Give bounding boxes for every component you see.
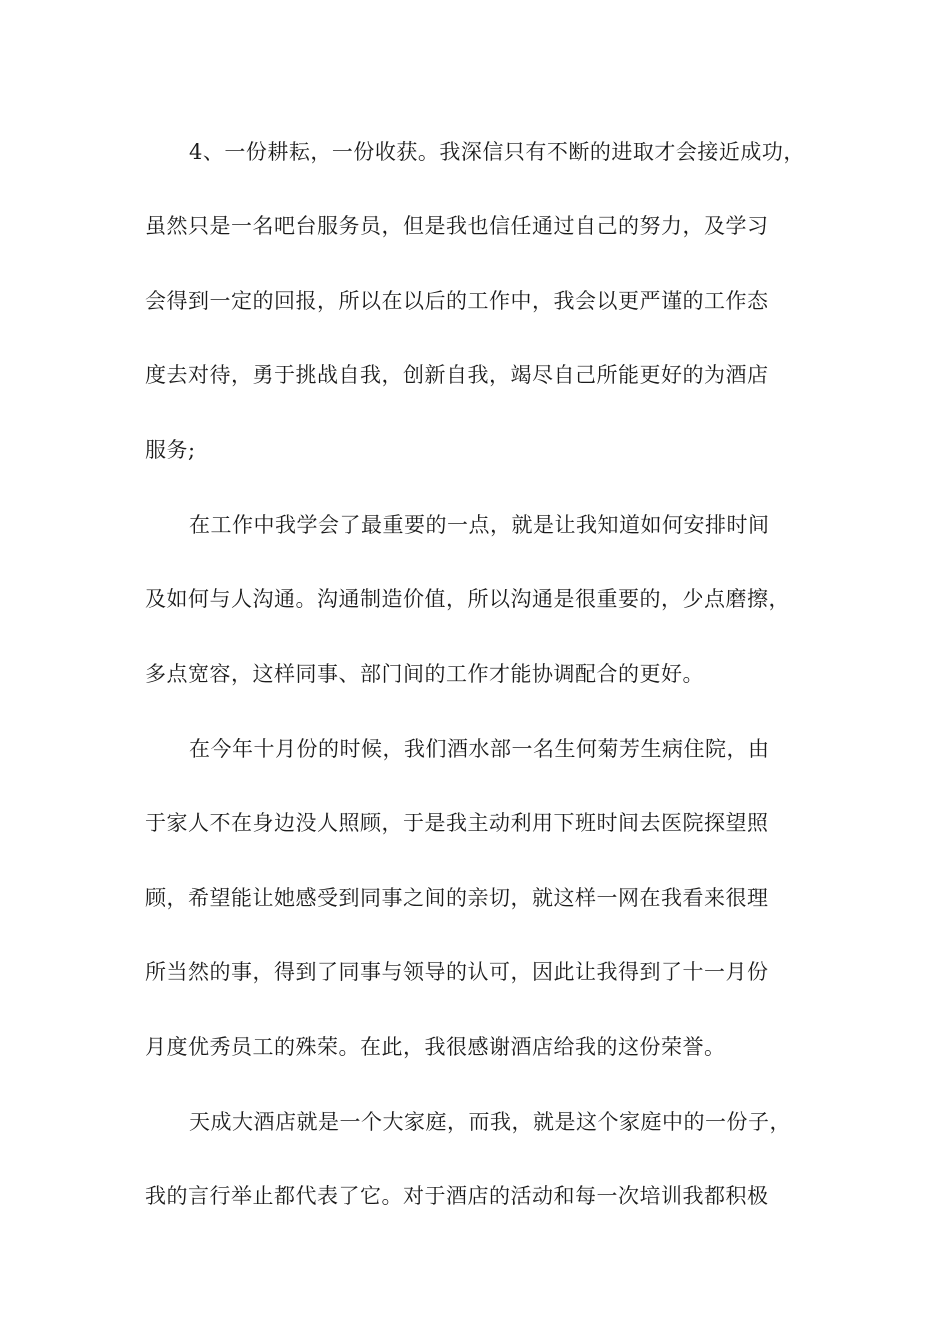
- paragraph-line: 在工作中我学会了最重要的一点，就是让我知道如何安排时间: [189, 513, 770, 537]
- paragraph-line: 于家人不在身边没人照顾，于是我主动利用下班时间去医院探望照: [145, 811, 769, 835]
- paragraph-line: 4、一份耕耘，一份收获。我深信只有不断的进取才会接近成功，: [189, 140, 805, 164]
- paragraph-line: 虽然只是一名吧台服务员，但是我也信任通过自己的努力，及学习: [145, 214, 769, 238]
- paragraph-line: 及如何与人沟通。沟通制造价值，所以沟通是很重要的，少点磨擦，: [145, 587, 790, 611]
- paragraph-line: 服务;: [145, 438, 196, 462]
- paragraph-line: 我的言行举止都代表了它。对于酒店的活动和每一次培训我都积极: [145, 1184, 769, 1208]
- paragraph-line: 度去对待，勇于挑战自我，创新自我，竭尽自己所能更好的为酒店: [145, 363, 769, 387]
- paragraph-line: 所当然的事，得到了同事与领导的认可，因此让我得到了十一月份: [145, 960, 769, 984]
- paragraph-line: 会得到一定的回报，所以在以后的工作中，我会以更严谨的工作态: [145, 289, 769, 313]
- paragraph-line: 顾，希望能让她感受到同事之间的亲切，就这样一网在我看来很理: [145, 886, 769, 910]
- paragraph-line: 在今年十月份的时候，我们酒水部一名生何菊芳生病住院，由: [189, 737, 770, 761]
- paragraph-line: 天成大酒店就是一个大家庭，而我，就是这个家庭中的一份子，: [189, 1110, 791, 1134]
- paragraph-line: 多点宽容，这样同事、部门间的工作才能协调配合的更好。: [145, 662, 704, 686]
- paragraph-line: 月度优秀员工的殊荣。在此，我很感谢酒店给我的这份荣誉。: [145, 1035, 726, 1059]
